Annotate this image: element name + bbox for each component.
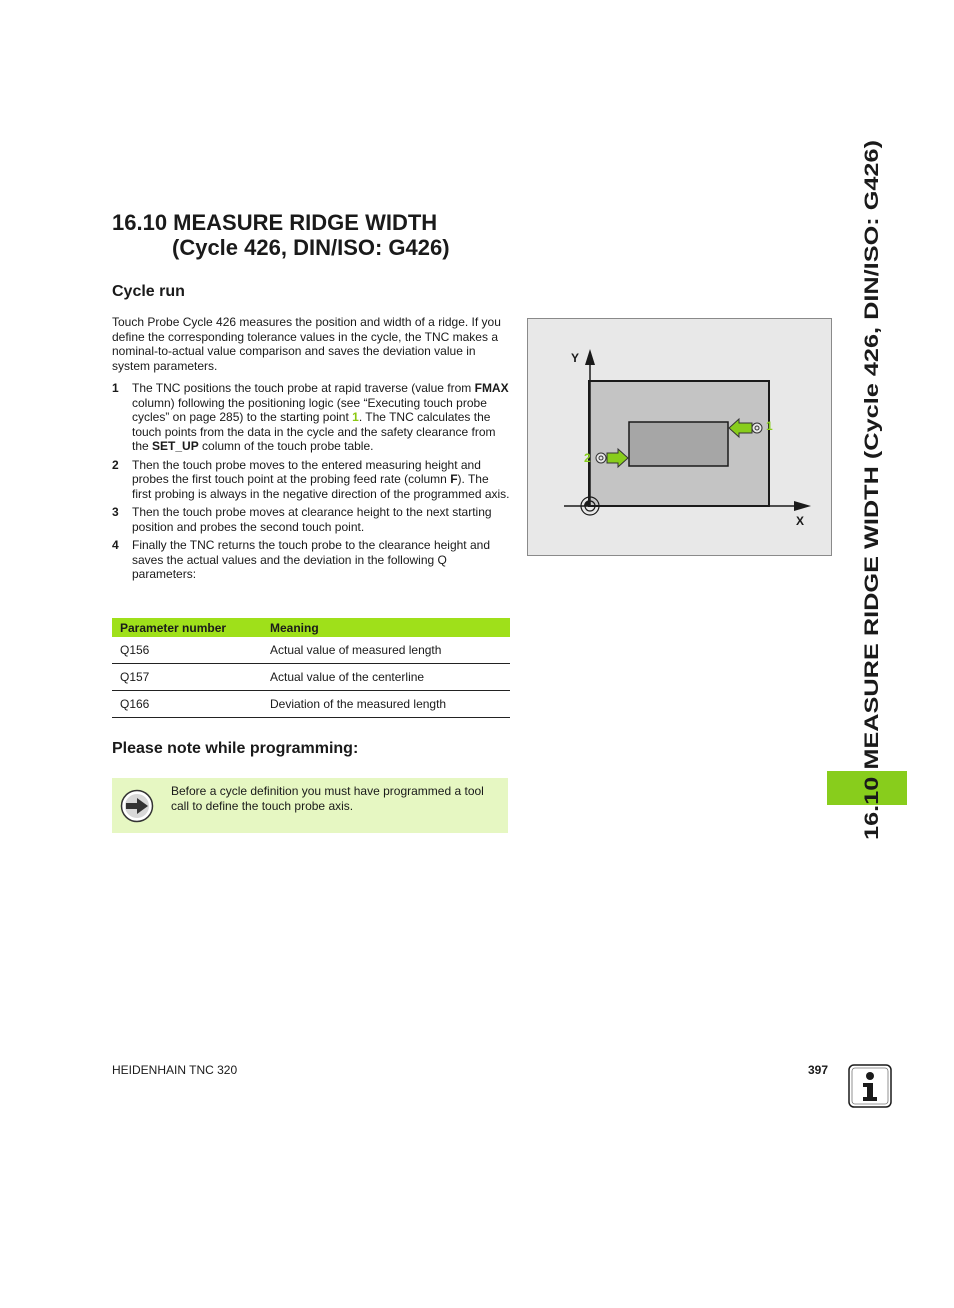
table-cell: Deviation of the measured length — [262, 691, 510, 718]
page-title — [112, 210, 450, 260]
step-number: 3 — [112, 505, 119, 519]
table-cell: Q166 — [112, 691, 262, 718]
steps-list — [112, 381, 510, 586]
step-text: Finally the TNC returns the touch probe to the clearance height and saves the actual values and the deviation in the following Q parameters: — [132, 538, 490, 581]
table-cell: Actual value of measured length — [262, 637, 510, 664]
point-2-label: 2 — [584, 451, 591, 465]
column-header: Meaning — [262, 618, 510, 637]
cycle-run-heading: Cycle run — [112, 283, 185, 300]
table-row — [112, 637, 510, 664]
step-3 — [112, 505, 510, 534]
step-number: 2 — [112, 457, 119, 472]
y-axis-label: Y — [571, 351, 580, 365]
title-line-1: 16.10 MEASURE RIDGE WIDTH — [112, 210, 438, 235]
step-number: 4 — [112, 538, 119, 552]
intro-paragraph: Touch Probe Cycle 426 measures the position and width of a ridge. If you define the corresponding tolerance values in the cycle, the TNC makes a nominal-to-actual value comparison and saves the deviation value in system parameters. — [112, 315, 501, 373]
page-number: 397 — [808, 1063, 829, 1077]
footer-product: HEIDENHAIN TNC 320 — [112, 1063, 238, 1077]
ridge-rect — [629, 422, 728, 466]
y-axis-arrowhead — [585, 349, 595, 365]
info-icon — [848, 1064, 892, 1108]
x-axis-label: X — [796, 514, 805, 528]
x-axis-arrowhead — [794, 501, 811, 511]
table-cell: Actual value of the centerline — [262, 664, 510, 691]
arrow-right-icon — [120, 789, 154, 823]
step-text: Then the touch probe moves to the entered measuring height and probes the first touch point at the probing feed rate (column F). The first probing is always in the negative direction of the programmed axis. — [132, 457, 510, 501]
column-header: Parameter number — [112, 618, 262, 637]
table-row — [112, 664, 510, 691]
table-cell: Q156 — [112, 637, 262, 664]
note-heading: Please note while programming: — [112, 740, 359, 757]
step-text: The TNC positions the touch probe at rapid traverse (value from FMAX column) following the positioning logic (see “Executing touch probe cycles” on page 285) to the starting point 1. The TNC calculates the touch points from the data in the cycle and the safety clearance from the SET_UP column of the touch probe table. — [132, 381, 509, 453]
sidebar-title — [812, 130, 932, 890]
note-box — [112, 778, 508, 833]
table-cell: Q157 — [112, 664, 262, 691]
table-row — [112, 691, 510, 718]
point-1-label: 1 — [766, 419, 773, 433]
q-parameter-table — [112, 618, 510, 718]
step-2 — [112, 458, 510, 502]
ridge-figure — [527, 318, 832, 556]
step-text: Then the touch probe moves at clearance height to the next starting position and probes the second touch point. — [132, 505, 492, 534]
step-1 — [112, 381, 510, 454]
sidebar-title-text: 16.10 MEASURE RIDGE WIDTH (Cycle 426, DIN/ISO: G426) — [861, 300, 883, 840]
note-text: Before a cycle definition you must have programmed a tool call to define the touch probe axis. — [171, 784, 484, 813]
step-number: 1 — [112, 381, 119, 395]
step-4 — [112, 538, 510, 582]
title-line-2: (Cycle 426, DIN/ISO: G426) — [172, 235, 450, 260]
table-header-row — [112, 618, 510, 637]
